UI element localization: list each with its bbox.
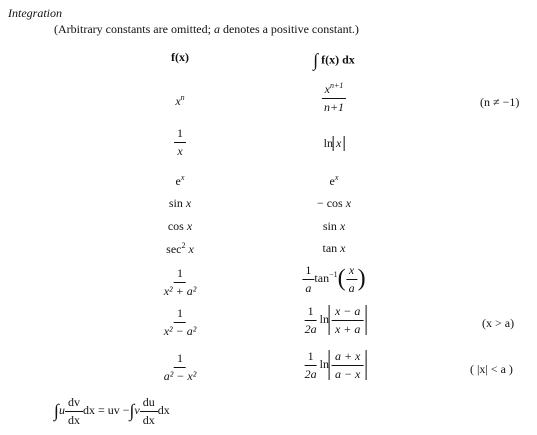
row-power-integral: $\frac{x^{n+1}}{n+1}$ [321,82,347,113]
subtitle-a: a [213,22,220,36]
row-sin-f: sin x [168,196,192,210]
row-recip-f: $\frac{1}{x}$ [174,127,186,157]
row-cos-f: cos x [167,219,193,233]
subtitle-part1: (Arbitrary constants are omitted; [54,22,214,36]
column-header-integral-text: f(x) dx [321,52,355,67]
integration-by-parts: ∫u $\frac{dv}{dx}$ dx = uv −∫v $\frac{du}{dx}$ dx [54,395,170,427]
row-atan-f: $\frac{1}{\text{x² + a²}}$ [163,266,197,298]
row-cos-integral: sin x [322,219,346,233]
row-lnB-integral: $\frac{1}{2a}$ ln $\frac{a + x}{a - x}$ [302,350,367,380]
row-exp-integral: $e^x$ [329,173,339,188]
column-header-f: f(x) [171,50,189,64]
row-lnB-f: $\frac{1}{\text{a² − x²}}$ [163,351,197,383]
row-lnA-f: $\frac{1}{\text{x² − a²}}$ [163,306,197,338]
row-lnA-condition: (x > a) [482,316,515,330]
subtitle-part2: denotes a positive constant.) [219,22,359,36]
row-atan-integral: $\frac{1}{a}$ $\tan^{-1}$( $\frac{x}{a}$ ) [302,264,365,294]
row-lnA-integral: $\frac{1}{2a}$ ln $\frac{x - a}{x + a}$ [302,305,367,335]
row-sec2-integral: tan x [322,241,346,255]
row-recip-integral: ln x [324,136,345,151]
row-power-f: $x^n$ [175,93,185,108]
row-lnB-condition: ( |x| < a ) [470,362,513,376]
row-power-condition: (n ≠ −1) [480,95,520,109]
row-sin-integral: − cos x [316,196,352,210]
column-header-integral [313,50,355,71]
integral-sign: ∫ [313,50,319,70]
section-title: Integration [8,6,62,20]
row-sec2-f: $\sec^2 x$ [166,241,194,256]
subtitle [54,22,359,37]
row-exp-f: $e^x$ [175,173,185,188]
